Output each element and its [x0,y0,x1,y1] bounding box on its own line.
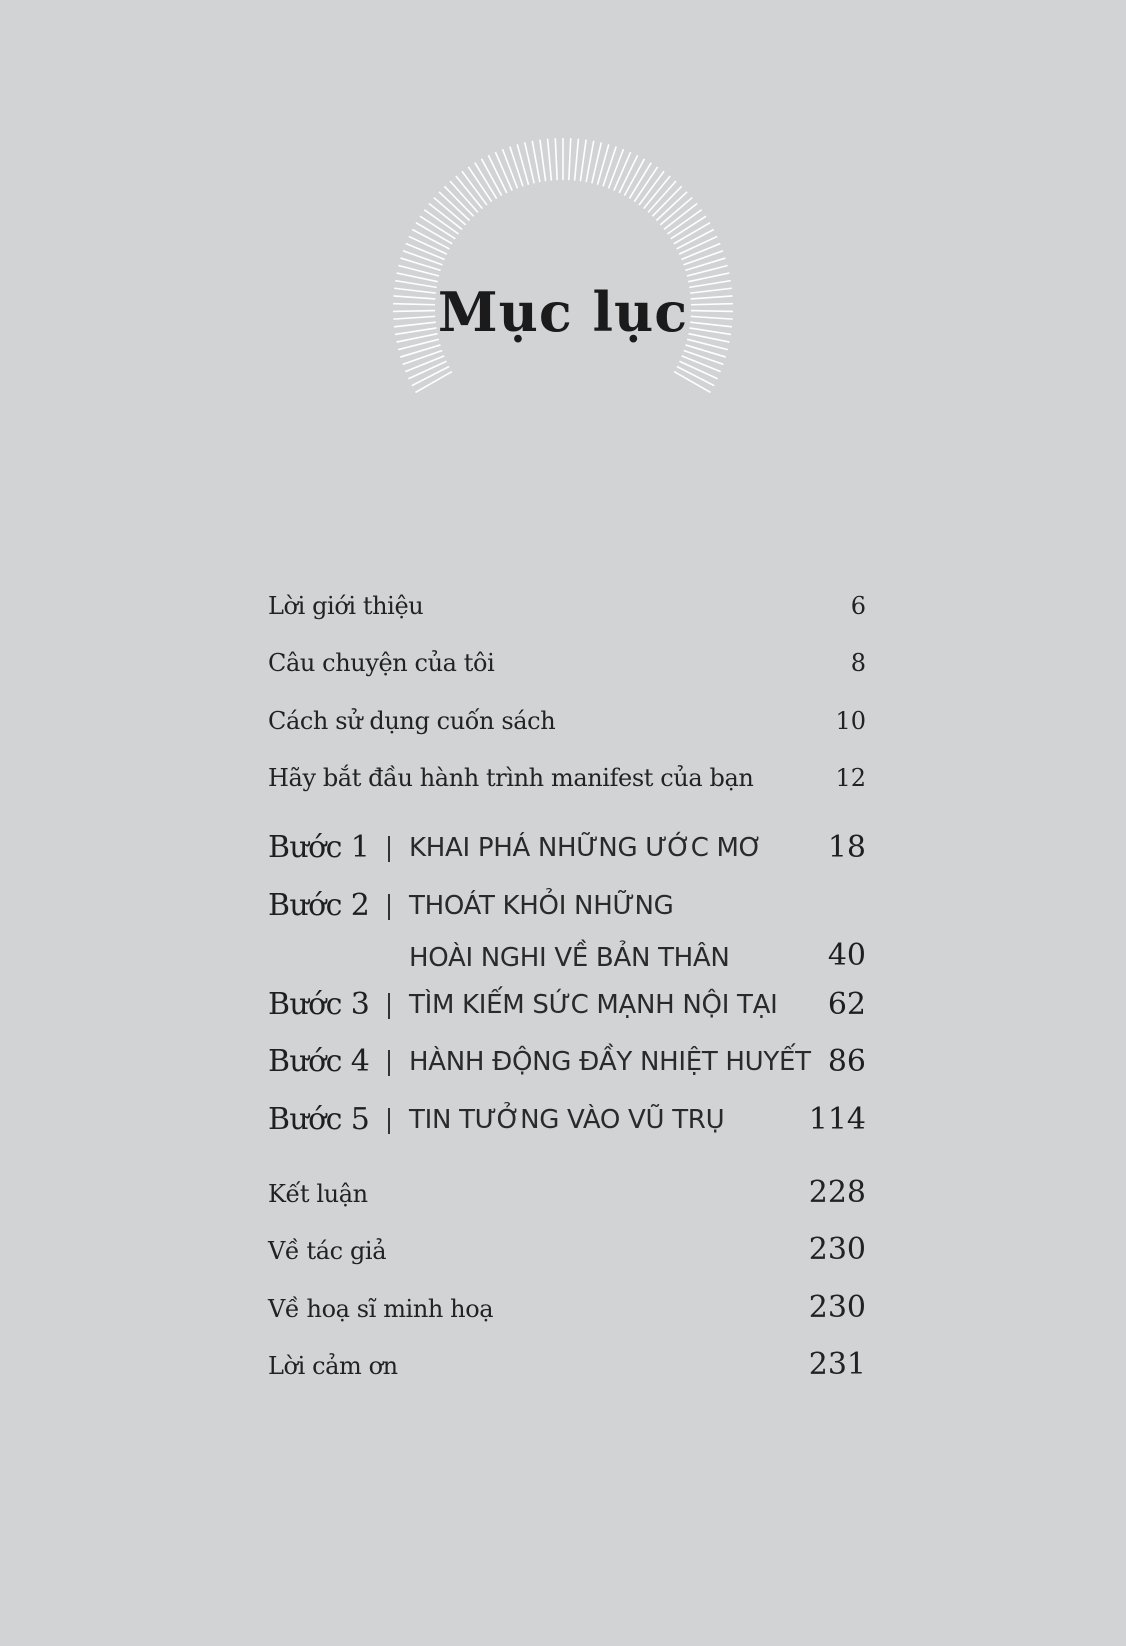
toc-entry-page: 228 [808,1175,866,1210]
step-page: 114 [808,1102,866,1137]
toc-entry-acknowledgements[interactable] [268,1346,866,1386]
toc-step-4[interactable] [268,1044,866,1084]
toc-entry-label: Lời cảm ơn [268,1352,398,1380]
step-page: 86 [827,1044,866,1079]
toc-entry-label: Về tác giả [268,1237,387,1265]
step-title: KHAI PHÁ NHỮNG ƯỚC MƠ [409,833,763,863]
step-label: Bước 5 [268,1102,370,1137]
step-divider [388,993,390,1019]
step-divider [388,894,390,920]
step-title: TÌM KIẾM SỨC MẠNH NỘI TẠI [409,990,778,1020]
toc-entry-page: 230 [808,1290,866,1325]
toc-entry-about-illustrator[interactable] [268,1289,866,1329]
step-page: 40 [827,938,866,973]
step-label: Bước 2 [268,888,370,923]
step-page: 62 [827,987,866,1022]
toc-entry-my-story[interactable] [268,643,866,683]
toc-entry-page: 10 [835,707,866,735]
toc-entry-page: 231 [808,1347,866,1382]
step-title: TIN TƯỞNG VÀO VŨ TRỤ [409,1105,725,1135]
toc-step-3[interactable] [268,987,866,1027]
toc-entry-start-journey[interactable] [268,758,866,798]
toc-entry-label: Kết luận [268,1180,368,1208]
step-label: Bước 3 [268,987,370,1022]
step-divider [388,836,390,862]
toc-entry-page: 230 [808,1232,866,1267]
toc-step-5[interactable] [268,1102,866,1142]
toc-entry-how-to-use[interactable] [268,701,866,741]
toc-entry-label: Lời giới thiệu [268,592,424,620]
step-divider [388,1108,390,1134]
toc-entry-label: Câu chuyện của tôi [268,649,495,677]
step-page: 18 [827,830,866,865]
toc-entry-about-author[interactable] [268,1231,866,1271]
step-label: Bước 4 [268,1044,370,1079]
page-title: Mục lục [437,280,689,344]
toc-entry-label: Cách sử dụng cuốn sách [268,707,556,735]
toc-step-2[interactable] [268,888,866,984]
toc-entry-page: 12 [835,764,866,792]
toc-entry-page: 6 [850,592,866,620]
sunburst-ornament [393,138,733,398]
step-title: THOÁT KHỎI NHỮNG [409,891,674,921]
step-title: HÀNH ĐỘNG ĐẦY NHIỆT HUYẾT [409,1047,811,1077]
toc-entry-label: Hãy bắt đầu hành trình manifest của bạn [268,764,754,792]
toc-entry-label: Về hoạ sĩ minh hoạ [268,1295,494,1323]
toc-entry-page: 8 [850,649,866,677]
toc-step-1[interactable] [268,830,866,870]
step-label: Bước 1 [268,830,370,865]
step-title-line-2: HOÀI NGHI VỀ BẢN THÂN [409,943,730,973]
toc-entry-intro[interactable] [268,586,866,626]
step-divider [388,1050,390,1076]
toc-entry-conclusion[interactable] [268,1174,866,1214]
